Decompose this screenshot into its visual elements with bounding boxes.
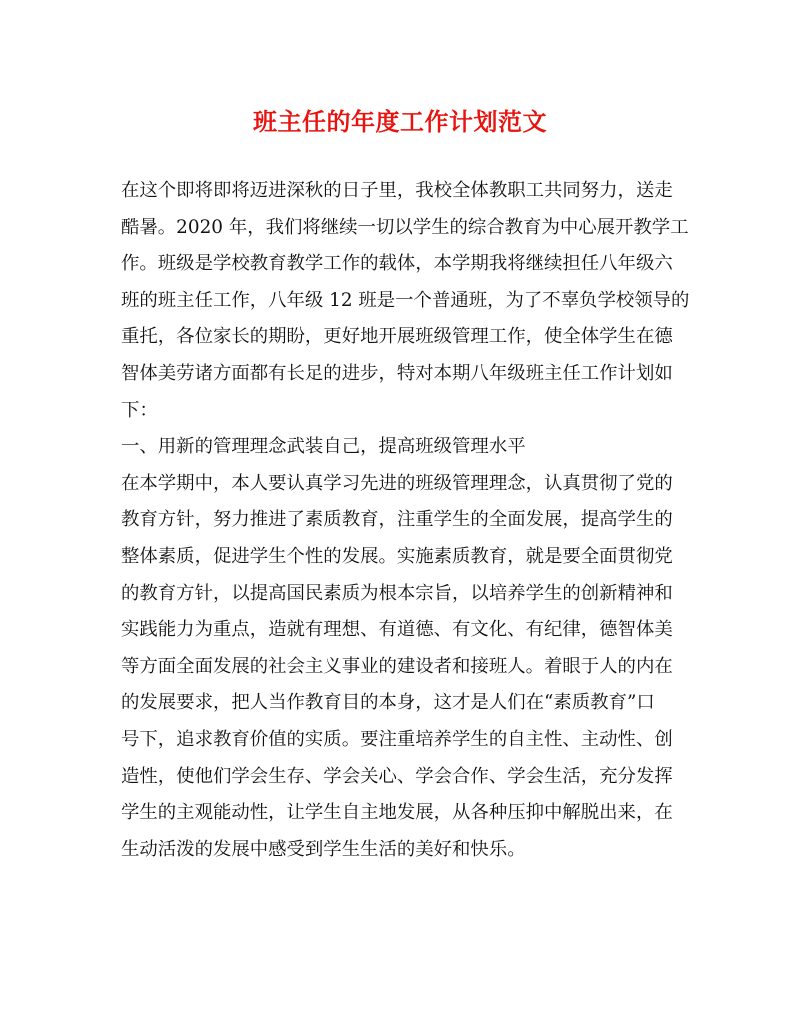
- body-line: 酷暑。2020 年，我们将继续一切以学生的综合教育为中心展开教学工: [121, 216, 689, 238]
- document-title: 班主任的年度工作计划范文: [253, 107, 547, 136]
- body-line: 智体美劳诸方面都有长足的进步，特对本期八年级班主任工作计划如: [121, 362, 673, 384]
- body-line: 造性，使他们学会生存、学会关心、学会合作、学会生活，充分发挥: [121, 765, 673, 787]
- body-line: 等方面全面发展的社会主义事业的建设者和接班人。着眼于人的内在: [121, 655, 673, 677]
- body-line: 的发展要求，把人当作教育目的本身，这才是人们在“素质教育”口: [121, 692, 655, 714]
- body-line: 生动活泼的发展中感受到学生生活的美好和快乐。: [121, 838, 526, 860]
- body-line: 作。班级是学校教育教学工作的载体，本学期我将继续担任八年级六: [121, 253, 673, 275]
- body-line: 下：: [121, 399, 158, 421]
- body-line: 学生的主观能动性，让学生自主地发展，从各种压抑中解脱出来，在: [121, 802, 673, 824]
- document-body: [121, 173, 690, 868]
- body-line: 班的班主任工作，八年级 12 班是一个普通班，为了不辜负学校领导的: [121, 289, 690, 311]
- body-line: 在本学期中，本人要认真学习先进的班级管理理念，认真贯彻了党的: [121, 472, 673, 494]
- body-line: 整体素质，促进学生个性的发展。实施素质教育，就是要全面贯彻党: [121, 545, 673, 567]
- body-line: 重托，各位家长的期盼，更好地开展班级管理工作，使全体学生在德: [121, 326, 673, 348]
- body-line: 在这个即将即将迈进深秋的日子里，我校全体教职工共同努力，送走: [121, 180, 673, 201]
- body-line: 实践能力为重点，造就有理想、有道德、有文化、有纪律，德智体美: [121, 619, 673, 641]
- section-heading: 一、用新的管理理念武装自己，提高班级管理水平: [121, 436, 526, 458]
- body-line: 号下，追求教育价值的实质。要注重培养学生的自主性、主动性、创: [121, 728, 673, 750]
- body-line: 教育方针，努力推进了素质教育，注重学生的全面发展，提高学生的: [121, 509, 673, 531]
- body-line: 的教育方针，以提高国民素质为根本宗旨，以培养学生的创新精神和: [121, 582, 673, 604]
